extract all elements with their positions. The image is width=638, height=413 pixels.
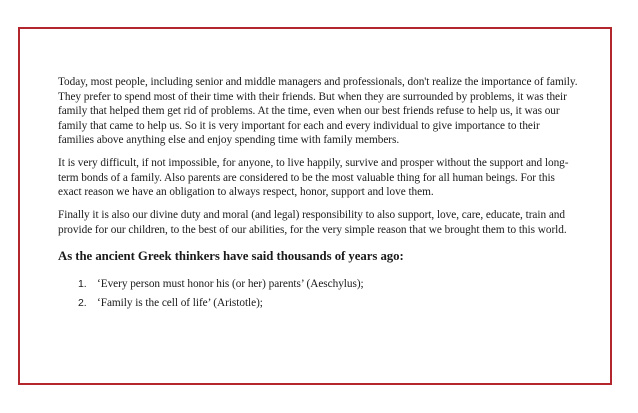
- document-body: [58, 75, 578, 314]
- paragraph-family-importance: Today, most people, including senior and middle managers and professionals, don't realize the importance of family. They prefer to spend most of their time with their friends. But when they are surrounded by problems, it was their family that helped them get rid of problems. At the time, even when our best friends refuse to help us, it was our family that came to help us. So it is very important for each and every individual to give importance to their families above anything else and enjoy spending time with family members.: [58, 76, 578, 146]
- list-item-text: ‘Family is the cell of life’ (Aristotle);: [97, 296, 263, 309]
- list-item-text: ‘Every person must honor his (or her) parents’ (Aeschylus);: [97, 278, 364, 290]
- section-heading: As the ancient Greek thinkers have said thousands of years ago:: [58, 249, 404, 263]
- paragraph-children-duty: Finally it is also our divine duty and moral (and legal) responsibility to also support, love, care, educate, train and provide for our children, to the best of our abilities, for the very simple reason that we brought them to this world.: [58, 209, 567, 236]
- list-item: [78, 296, 578, 311]
- list-item: [78, 277, 578, 292]
- quotes-list: [58, 277, 578, 310]
- paragraph-parents-support: It is very difficult, if not impossible, for anyone, to live happily, survive and prosper without the support and long-term bonds of a family. Also parents are considered to be the most valuable thing for all human beings. For this exact reason we have an obligation to always respect, honor, support and love them.: [58, 157, 569, 198]
- list-item-number: 1.: [78, 278, 87, 290]
- list-item-number: 2.: [78, 296, 87, 309]
